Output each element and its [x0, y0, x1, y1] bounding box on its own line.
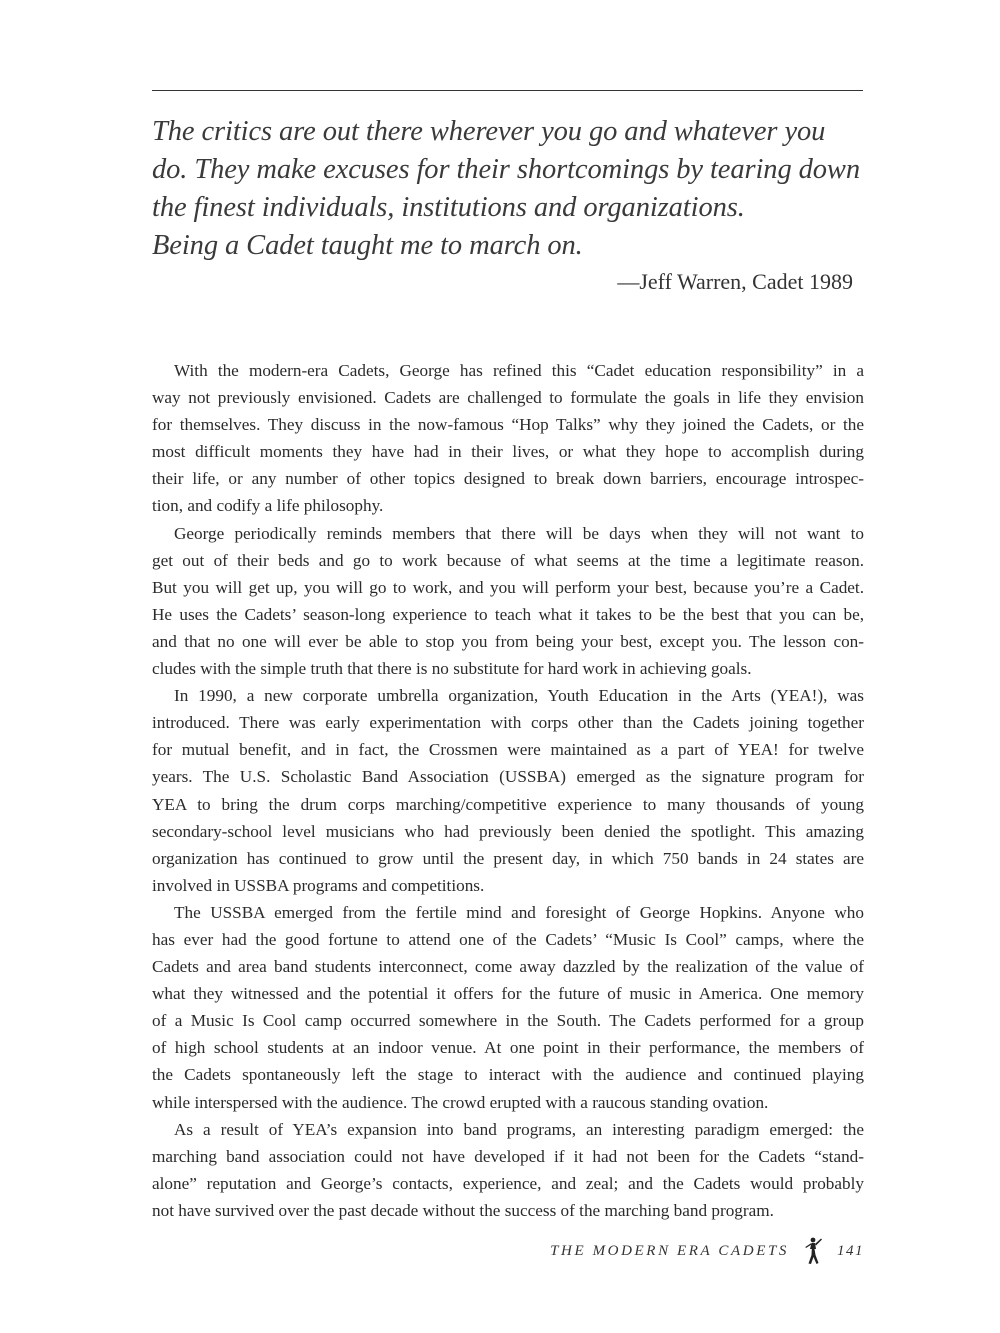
pull-quote — [152, 113, 872, 265]
text-line: secondary-school level musicians who had previously been denied the spotlight. This amazing — [152, 821, 864, 841]
text-line: get out of their beds and go to work because of what seems at the time a legitimate reason. — [152, 550, 864, 570]
paragraph — [152, 520, 864, 683]
page-number: 141 — [837, 1242, 864, 1259]
quote-line: do. They make excuses for their shortcomings by tearing down — [152, 154, 860, 185]
text-line: not have survived over the past decade without the success of the marching band program. — [152, 1200, 774, 1220]
quote-attribution: —Jeff Warren, Cadet 1989 — [617, 269, 853, 294]
text-line: In 1990, a new corporate umbrella organization, Youth Education in the Arts (YEA!), was — [174, 686, 864, 706]
text-line: for themselves. They discuss in the now-famous “Hop Talks” why they joined the Cadets, or the — [152, 415, 864, 435]
text-line: marching band association could not have developed if it had not been for the Cadets “stand- — [152, 1146, 864, 1166]
text-line: years. The U.S. Scholastic Band Association (USSBA) emerged as the signature program for — [152, 767, 864, 787]
text-line: way not previously envisioned. Cadets are challenged to formulate the goals in life they envision — [152, 388, 864, 408]
page-footer — [550, 1236, 864, 1266]
text-line: involved in USSBA programs and competitions. — [152, 875, 485, 895]
text-line: YEA to bring the drum corps marching/competitive experience to many thousands of young — [152, 794, 864, 814]
text-line: With the modern-era Cadets, George has refined this “Cadet education responsibility” in a — [174, 361, 864, 380]
text-line: the Cadets spontaneously left the stage to interact with the audience and continued playing — [152, 1065, 864, 1085]
top-rule — [152, 90, 863, 91]
body-text — [152, 357, 864, 1224]
text-line: As a result of YEA’s expansion into band programs, an interesting paradigm emerged: the — [174, 1119, 864, 1139]
paragraph — [152, 357, 864, 520]
text-line: and that no one will ever be able to stop you from being your best, except you. The lesson con- — [152, 631, 864, 651]
text-line: cludes with the simple truth that there is no substitute for hard work in achieving goals. — [152, 659, 752, 679]
running-title: THE MODERN ERA CADETS — [550, 1242, 789, 1259]
text-line: alone” reputation and George’s contacts, experience, and zeal; and the Cadets would probably — [152, 1173, 864, 1193]
text-line: tion, and codify a life philosophy. — [152, 496, 384, 516]
text-line: for mutual benefit, and in fact, the Crossmen were maintained as a part of YEA! for twelve — [152, 740, 864, 760]
drum-major-silhouette-icon — [801, 1236, 823, 1266]
text-line: Cadets and area band students interconnect, come away dazzled by the realization of the value of — [152, 957, 864, 977]
text-line: But you will get up, you will go to work, and you will perform your best, because you’re a Cadet. — [152, 577, 864, 597]
text-line: of a Music Is Cool camp occurred somewhere in the South. The Cadets performed for a group — [152, 1011, 864, 1031]
text-line: what they witnessed and the potential it offers for the future of music in America. One memory — [152, 984, 864, 1004]
text-line: while interspersed with the audience. The crowd erupted with a raucous standing ovation. — [152, 1092, 769, 1112]
text-line: has ever had the good fortune to attend one of the Cadets’ “Music Is Cool” camps, where the — [152, 929, 864, 949]
quote-line: The critics are out there wherever you go and whatever you — [152, 116, 826, 147]
paragraph — [152, 682, 864, 899]
quote-line: Being a Cadet taught me to march on. — [152, 230, 583, 261]
text-line: organization has continued to grow until the present day, in which 750 bands in 24 states are — [152, 848, 864, 868]
text-line: He uses the Cadets’ season-long experience to teach what it takes to be the best that you can be, — [152, 604, 864, 624]
paragraph — [152, 899, 864, 1116]
text-line: introduced. There was early experimentation with corps other than the Cadets joining together — [152, 713, 864, 733]
paragraph — [152, 1116, 864, 1224]
text-line: their life, or any number of other topics designed to break down barriers, encourage introspec- — [152, 469, 864, 489]
text-line: George periodically reminds members that there will be days when they will not want to — [174, 523, 864, 543]
quote-line: the finest individuals, institutions and organizations. — [152, 192, 745, 223]
text-line: most difficult moments they have had in their lives, or what they hope to accomplish during — [152, 442, 864, 462]
text-line: The USSBA emerged from the fertile mind and foresight of George Hopkins. Anyone who — [174, 902, 864, 922]
text-line: of high school students at an indoor venue. At one point in their performance, the members of — [152, 1038, 864, 1058]
